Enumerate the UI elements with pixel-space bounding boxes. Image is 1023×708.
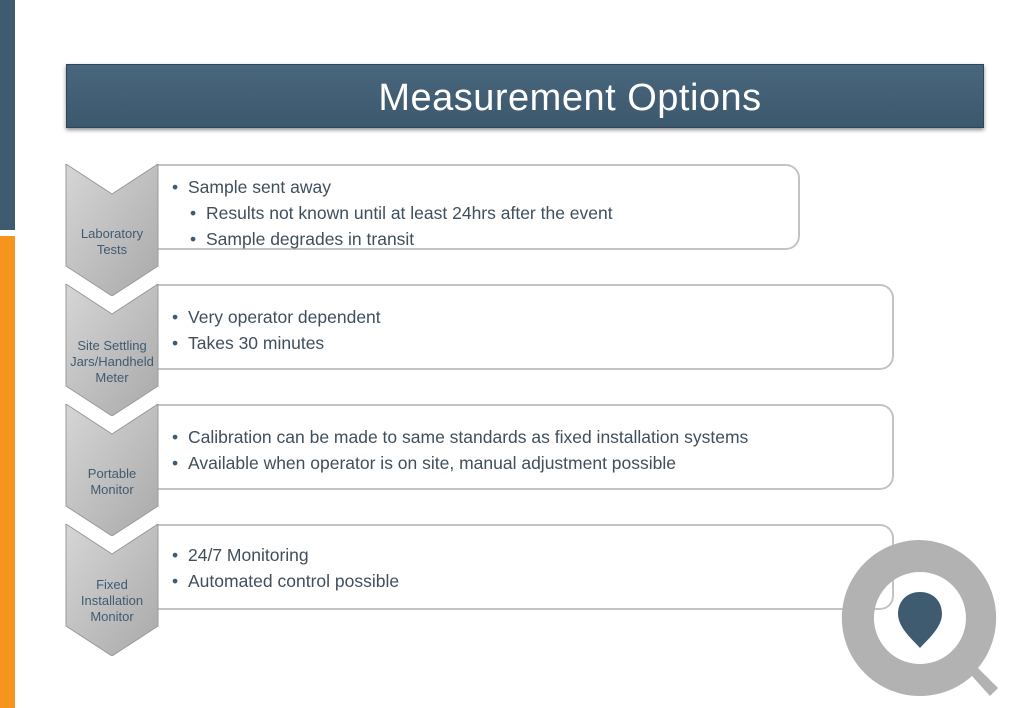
chevron-label: Site Settling Jars/Handheld Meter — [70, 338, 154, 385]
bullet-list — [170, 542, 399, 594]
slide-title: Measurement Options — [378, 77, 762, 119]
row-content-box — [156, 524, 894, 610]
bullet-item: • 24/7 Monitoring — [170, 542, 399, 568]
chevron-label: Portable Monitor — [87, 466, 137, 497]
measurement-row-site-settling-jars — [64, 284, 844, 404]
bullet-item: • Calibration can be made to same standards as fixed installation systems — [170, 424, 748, 450]
chevron-label: Fixed Installation Monitor — [80, 577, 144, 624]
chevron-step-shape — [64, 524, 160, 656]
sub-bullet-item: • Sample degrades in transit — [188, 226, 613, 252]
measurement-row-fixed-installation-monitor — [64, 524, 844, 644]
chevron-label: Laboratory Tests — [80, 226, 144, 257]
bullet-list — [170, 304, 381, 356]
left-accent-bar-bottom — [0, 236, 15, 708]
chevron-step-shape — [64, 164, 160, 296]
measurement-row-laboratory-tests — [64, 164, 844, 284]
location-pin-logo-icon — [840, 538, 1000, 698]
bullet-item: • Very operator dependent — [170, 304, 381, 330]
chevron-step-shape — [64, 404, 160, 536]
bullet-list — [170, 174, 613, 252]
chevron-step-shape — [64, 284, 160, 416]
title-banner — [66, 64, 984, 128]
bullet-item: • Sample sent away — [170, 174, 613, 200]
row-content-box — [156, 284, 894, 370]
row-content-box — [156, 164, 800, 250]
bullet-list — [170, 424, 748, 476]
row-content-box — [156, 404, 894, 490]
bullet-item: • Available when operator is on site, manual adjustment possible — [170, 450, 748, 476]
left-accent-bar-top — [0, 0, 15, 230]
sub-bullet-item: • Results not known until at least 24hrs after the event — [188, 200, 613, 226]
bullet-item: • Takes 30 minutes — [170, 330, 381, 356]
bullet-item: • Automated control possible — [170, 568, 399, 594]
measurement-row-portable-monitor — [64, 404, 844, 524]
